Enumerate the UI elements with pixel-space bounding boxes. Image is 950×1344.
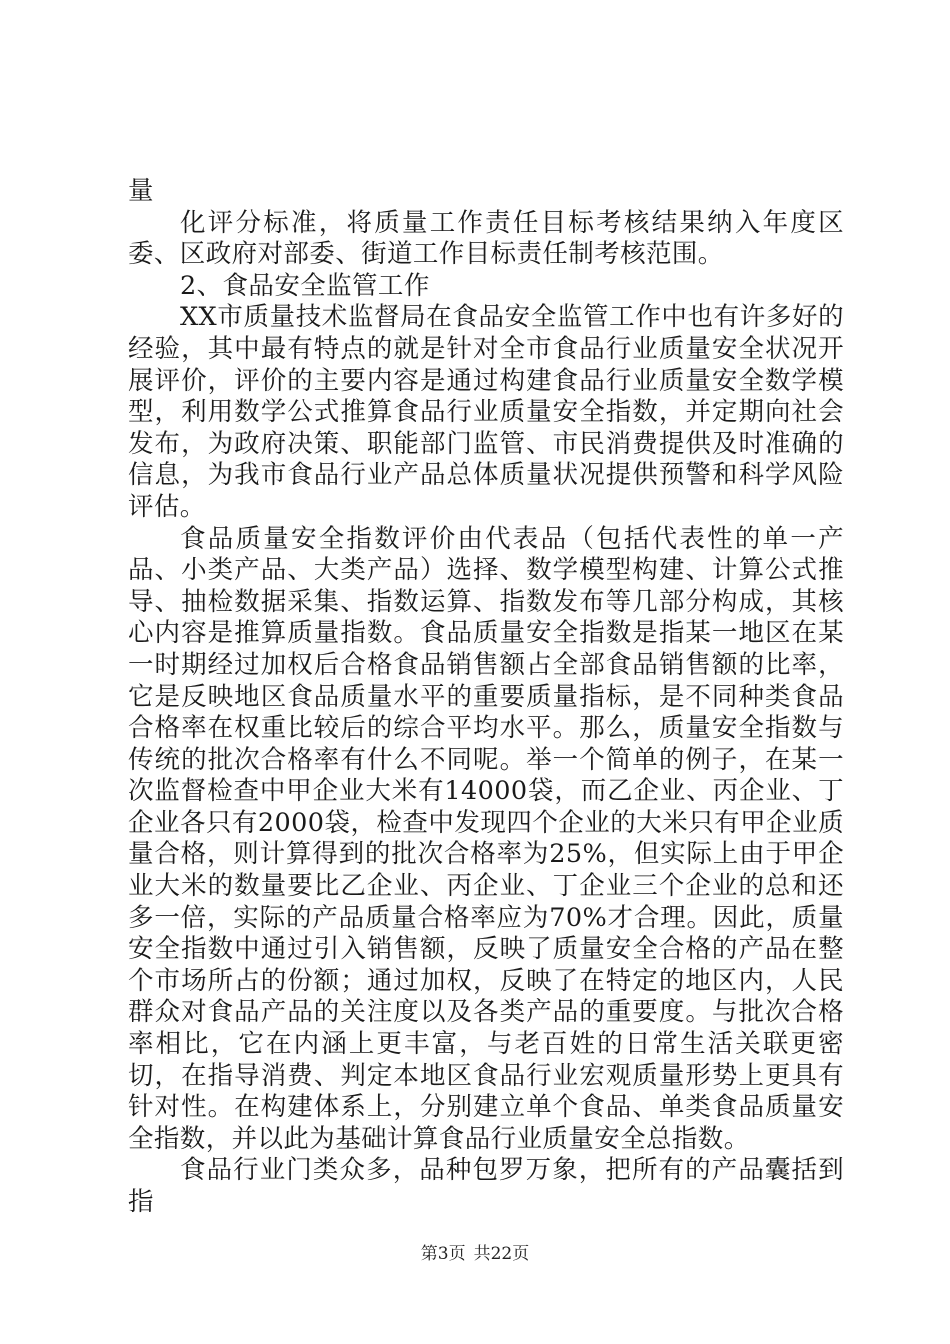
paragraph-bureau-experience: XX市质量技术监督局在食品安全监管工作中也有许多好的经验，其中最有特点的就是针对全市食品行业质量安全状况开展评价，评价的主要内容是通过构建食品行业质量安全数学模型，利用数学公式推算食品行业质量安全指数，并定期向社会发布，为政府决策、职能部门监管、市民消费提供及时准确的信息，为我市食品行业产品总体质量状况提供预警和科学风险评估。 <box>128 302 844 522</box>
paragraph-evaluation-standard: 化评分标准，将质量工作责任目标考核结果纳入年度区委、区政府对部委、街道工作目标责任制考核范围。 <box>128 207 844 270</box>
paragraph-industry-categories: 食品行业门类众多，品种包罗万象，把所有的产品囊括到指 <box>128 1155 844 1217</box>
page-total: 共22页 <box>473 1244 530 1264</box>
document-body <box>128 176 844 1219</box>
page-number: 第3页 <box>420 1244 466 1264</box>
section-heading-food-safety: 2、食品安全监管工作 <box>180 270 430 301</box>
paragraph-fragment-heading: 量 <box>128 176 154 206</box>
page-footer <box>0 1243 950 1265</box>
paragraph-safety-index: 食品质量安全指数评价由代表品（包括代表性的单一产品、小类产品、大类产品）选择、数学模型构建、计算公式推导、抽检数据采集、指数运算、指数发布等几部分构成，其核心内容是推算质量指数。食品质量安全指数是指某一地区在某一时期经过加权后合格食品销售额占全部食品销售额的比率，它是反映地区食品质量水平的重要质量指标，是不同种类食品合格率在权重比较后的综合平均水平。那么，质量安全指数与传统的批次合格率有什么不同呢。举一个简单的例子，在某一次监督检查中甲企业大米有14000袋，而乙企业、丙企业、丁企业各只有2000袋，检查中发现四个企业的大米只有甲企业质量合格，则计算得到的批次合格率为25%，但实际上由于甲企业大米的数量要比乙企业、丙企业、丁企业三个企业的总和还多一倍，实际的产品质量合格率应为70%才合理。因此，质量安全指数中通过引入销售额，反映了质量安全合格的产品在整个市场所占的份额；通过加权，反映了在特定的地区内，人民群众对食品产品的关注度以及各类产品的重要度。与批次合格率相比，它在内涵上更丰富，与老百姓的日常生活关联更密切，在指导消费、判定本地区食品行业宏观质量形势上更具有针对性。在构建体系上，分别建立单个食品、单类食品质量安全指数，并以此为基础计算食品行业质量安全总指数。 <box>128 523 844 1154</box>
